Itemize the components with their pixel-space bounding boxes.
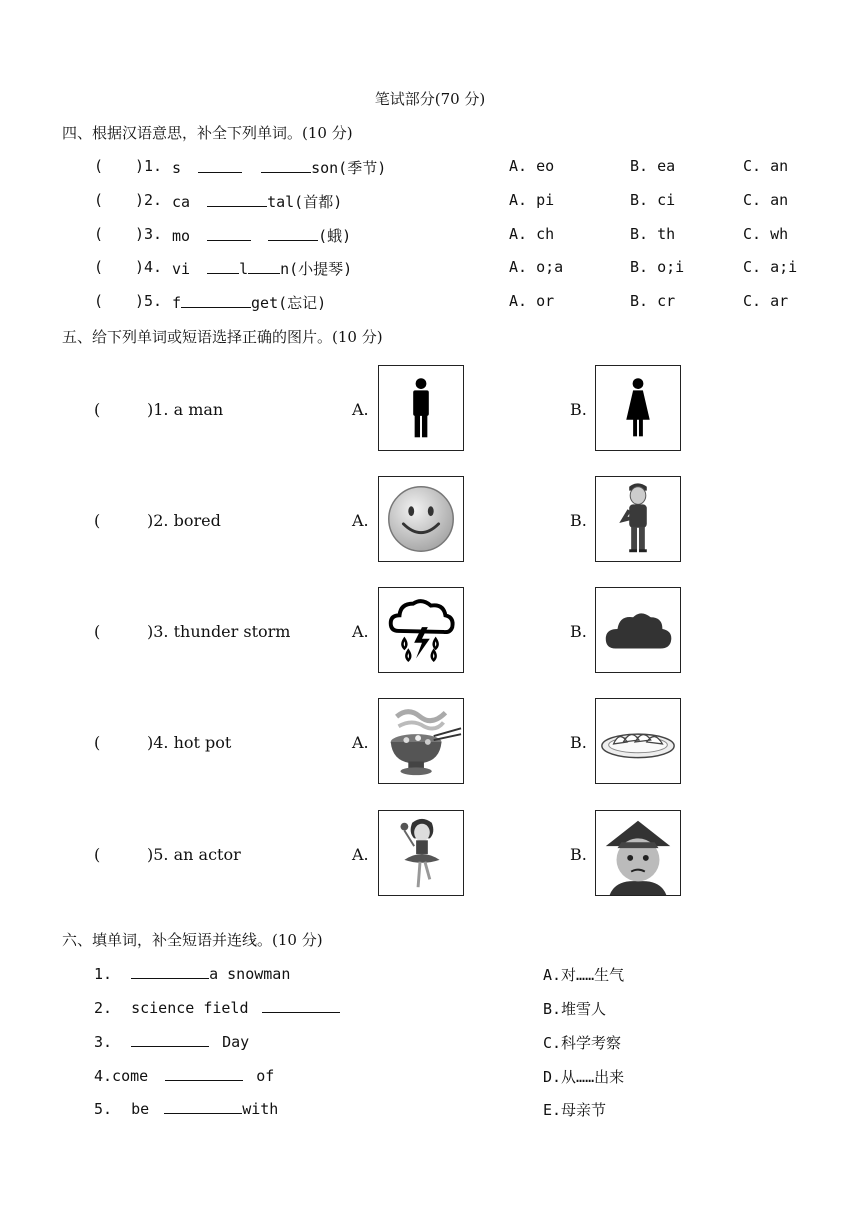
blank-field[interactable] [207, 259, 239, 274]
word-suffix: get(忘记) [251, 294, 327, 312]
match-answer[interactable]: D.从……出来 [543, 1068, 625, 1086]
section6-heading: 六、填单词，补全短语并连线。(10 分) [62, 931, 323, 949]
picture-question-label: )5. an actor [147, 845, 241, 864]
item-number: 1. [94, 965, 113, 983]
word-prefix: mo [172, 227, 191, 245]
phrase-text: Day [222, 1033, 250, 1051]
word-suffix: tal(首都) [267, 193, 343, 211]
option-a: A. ch [509, 225, 555, 243]
option-c: C. an [743, 191, 789, 209]
blank-field[interactable] [207, 226, 251, 241]
word-prefix: f [172, 294, 182, 312]
answer-paren: ( [94, 511, 101, 530]
word-middle: l [239, 260, 249, 278]
picture-question-label: )1. a man [147, 400, 224, 419]
item-number: 2. [94, 999, 113, 1017]
section4-heading: 四、根据汉语意思，补全下列单词。(10 分) [62, 124, 353, 142]
question-number: )2. [135, 191, 163, 209]
blank-field[interactable] [262, 998, 340, 1013]
blank-field[interactable] [165, 1066, 243, 1081]
answer-paren: ( [94, 191, 104, 209]
phrase-text: science field [131, 999, 249, 1017]
option-c: C. an [743, 157, 789, 175]
blank-field[interactable] [131, 964, 209, 979]
option-c: C. wh [743, 225, 789, 243]
man-icon[interactable] [378, 365, 464, 451]
smiley-icon[interactable] [378, 476, 464, 562]
hotpot-icon[interactable] [378, 698, 464, 784]
question-number: )3. [135, 225, 163, 243]
answer-paren: ( [94, 225, 104, 243]
match-answer[interactable]: A.对……生气 [543, 966, 625, 984]
question-number: )1. [135, 157, 163, 175]
option-b: B. cr [630, 292, 676, 310]
option-a: A. or [509, 292, 555, 310]
page-title: 笔试部分(70 分) [374, 90, 486, 108]
picture-question-label: )2. bored [147, 511, 221, 530]
picture-question-label: )4. hot pot [147, 733, 232, 752]
phrase-item [94, 1032, 249, 1051]
answer-paren: ( [94, 400, 101, 419]
blank-field[interactable] [248, 259, 280, 274]
option-a: A. [352, 622, 369, 641]
match-answer[interactable]: B.堆雪人 [543, 1000, 607, 1018]
answer-paren: ( [94, 733, 101, 752]
option-b: B. [570, 733, 587, 752]
option-a: A. [352, 511, 369, 530]
option-a: A. o;a [509, 258, 564, 276]
cloud-icon[interactable] [595, 587, 681, 673]
option-b: B. o;i [630, 258, 685, 276]
option-c: C. ar [743, 292, 789, 310]
word-suffix: son(季节) [311, 159, 387, 177]
thunderstorm-icon[interactable] [378, 587, 464, 673]
answer-paren: ( [94, 258, 104, 276]
question-number: )5. [135, 292, 163, 310]
phrase-item [94, 1066, 274, 1085]
option-a: A. [352, 733, 369, 752]
list-item [172, 292, 326, 313]
phrase-item [94, 998, 340, 1017]
question-number: )4. [135, 258, 163, 276]
word-prefix: s [172, 159, 182, 177]
match-answer[interactable]: C.科学考察 [543, 1034, 622, 1052]
blank-field[interactable] [268, 226, 318, 241]
option-a: A. [352, 845, 369, 864]
list-item [172, 157, 386, 178]
word-suffix: n(小提琴) [280, 260, 353, 278]
item-number: 3. [94, 1033, 113, 1051]
boy-in-hat-icon[interactable] [595, 810, 681, 896]
blank-field[interactable] [181, 293, 251, 308]
item-number: 4.come [94, 1067, 149, 1085]
phrase-item [94, 1099, 278, 1118]
phrase-text: of [256, 1067, 275, 1085]
woman-icon[interactable] [595, 365, 681, 451]
item-number: 5. [94, 1100, 113, 1118]
word-suffix: (蛾) [318, 227, 352, 245]
option-b: B. [570, 622, 587, 641]
option-b: B. [570, 400, 587, 419]
option-b: B. ea [630, 157, 676, 175]
phrase-text: be [131, 1100, 150, 1118]
phrase-text: with [242, 1100, 279, 1118]
list-item [172, 258, 352, 279]
ballerina-icon[interactable] [378, 810, 464, 896]
picture-question-label: )3. thunder storm [147, 622, 291, 641]
bored-boy-icon[interactable] [595, 476, 681, 562]
option-a: A. pi [509, 191, 555, 209]
match-answer[interactable]: E.母亲节 [543, 1101, 607, 1119]
list-item [172, 191, 342, 212]
dumplings-icon[interactable] [595, 698, 681, 784]
answer-paren: ( [94, 292, 104, 310]
option-b: B. ci [630, 191, 676, 209]
word-prefix: vi [172, 260, 191, 278]
answer-paren: ( [94, 845, 101, 864]
blank-field[interactable] [207, 192, 267, 207]
phrase-item [94, 964, 290, 983]
option-a: A. [352, 400, 369, 419]
blank-field[interactable] [198, 158, 242, 173]
blank-field[interactable] [164, 1099, 242, 1114]
option-b: B. th [630, 225, 676, 243]
option-b: B. [570, 511, 587, 530]
section5-heading: 五、给下列单词或短语选择正确的图片。(10 分) [62, 328, 383, 346]
blank-field[interactable] [131, 1032, 209, 1047]
word-prefix: ca [172, 193, 191, 211]
option-c: C. a;i [743, 258, 798, 276]
blank-field[interactable] [261, 158, 311, 173]
phrase-text: a snowman [209, 965, 291, 983]
answer-paren: ( [94, 622, 101, 641]
option-a: A. eo [509, 157, 555, 175]
option-b: B. [570, 845, 587, 864]
list-item [172, 225, 351, 246]
answer-paren: ( [94, 157, 104, 175]
